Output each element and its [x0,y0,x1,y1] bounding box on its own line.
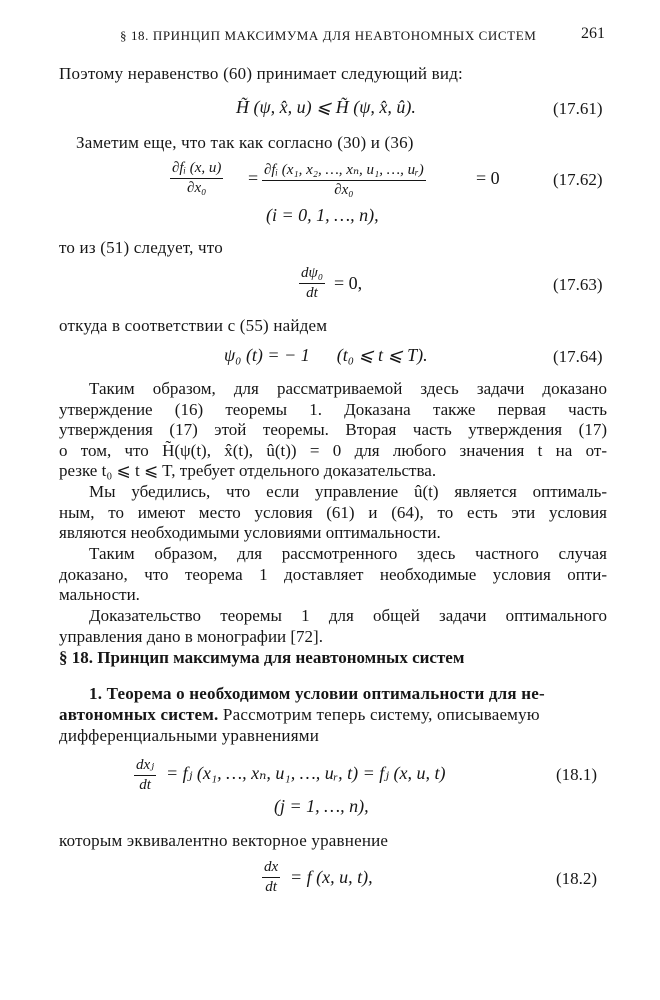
paragraph-whence: откуда в соответствии с (55) найдем [59,316,328,335]
section-heading: § 18. Принцип максимума для неавтономных систем [59,648,465,667]
equation-number-17-62: (17.62) [553,170,603,189]
paragraph-optimality [59,482,607,544]
text-line: Таким образом, для рассматриваемой здесь задачи доказано [89,379,607,398]
equation-index-range: (i = 0, 1, …, n), [266,205,379,225]
text-line: управления дано в монографии [72]. [59,626,323,646]
paragraph-special-case [59,544,607,606]
fraction-numerator: dxⱼ [134,755,156,776]
equation-index-range-j: (j = 1, …, n), [274,796,369,816]
fraction-dxj-dt [134,755,156,794]
subsection-title-end: автономных систем. [59,705,219,724]
paragraph-system-intro: Рассмотрим теперь систему, описываемую [222,705,540,724]
fraction-numerator: dx [262,859,280,878]
running-header: § 18. ПРИНЦИП МАКСИМУМА ДЛЯ НЕАВТОНОМНЫХ СИСТЕМ [120,28,537,43]
paragraph-proof-summary [59,379,607,482]
equation-number-17-63: (17.63) [553,275,603,294]
paragraph-note: Заметим еще, что так как согласно (30) и (36) [76,133,414,152]
fraction-denominator: dt [139,777,151,793]
text-line: утверждение (16) теоремы 1. Доказана также первая часть [59,399,607,419]
equation-17-61: H̃ (ψ, x̂, u) ⩽ H̃ (ψ, x̂, û). [236,97,416,117]
subsection-title: 1. Теорема о необходимом условии оптимальности для не- [89,684,545,703]
fraction-denominator: ∂x₀ [334,182,354,198]
text-line: Таким образом, для рассмотренного здесь частного случая [89,544,607,563]
equation-18-2-rhs: = f (x, u, t), [290,867,373,887]
paragraph-vector-eq: которым эквивалентно векторное уравнение [59,831,389,850]
page-number: 261 [581,25,605,42]
fraction-dpsi0-dt [299,265,325,302]
equation-rhs-zero: = 0 [476,168,500,188]
text-line: Доказательство теоремы 1 для общей задачи оптимального [89,606,607,625]
text-line: о том, что H̃(ψ(t), x̂(t), û(t)) = 0 для любого значения t на от- [59,440,607,460]
equation-number-17-61: (17.61) [553,99,603,118]
fraction-denominator: dt [306,285,318,301]
equation-number-17-64: (17.64) [553,347,603,366]
equation-rhs: = 0, [334,273,363,293]
equation-18-1-rhs: = fⱼ (x₁, …, xₙ, u₁, …, uᵣ, t) = fⱼ (x, u, t) [166,763,446,783]
equation-number-18-2: (18.2) [556,869,598,888]
fraction-partial-f-x-u [170,160,223,197]
equals-sign: = [248,168,259,188]
text-line: Мы убедились, что если управление û(t) является оптималь- [89,482,607,501]
text-line: ным, то имеют место условия (61) и (64), то есть эти условия [59,502,607,522]
text-line: доказано, что теорема 1 доставляет необходимые условия опти- [59,564,607,584]
equation-number-18-1: (18.1) [556,765,598,784]
paragraph-then: то из (51) следует, что [59,238,223,257]
text-line: являются необходимыми условиями оптимальности. [59,523,441,542]
paragraph-monograph-ref [59,606,607,647]
equation-17-64: ψ₀ (t) = − 1 (t₀ ⩽ t ⩽ T). [224,345,428,365]
fraction-denominator: dt [265,879,277,895]
fraction-numerator: dψ₀ [299,265,325,284]
fraction-dx-dt [262,859,280,896]
text-line: резке t₀ ⩽ t ⩽ T, требует отдельного доказательства. [59,461,437,480]
fraction-denominator: ∂x₀ [187,180,207,196]
fraction-partial-f-full [262,160,426,199]
text-line: мальности. [59,585,140,604]
fraction-numerator: ∂fᵢ (x, u) [170,160,223,179]
paragraph-intro: Поэтому неравенство (60) принимает следующий вид: [59,64,463,83]
text-line: утверждения (17) этой теоремы. Вторая часть утверждения (17) [59,420,607,439]
paragraph-differential-eqs: дифференциальными уравнениями [59,726,320,745]
subsection-title-continuation [59,705,540,725]
fraction-numerator: ∂fᵢ (x₁, x₂, …, xₙ, u₁, …, uᵣ) [262,160,426,181]
